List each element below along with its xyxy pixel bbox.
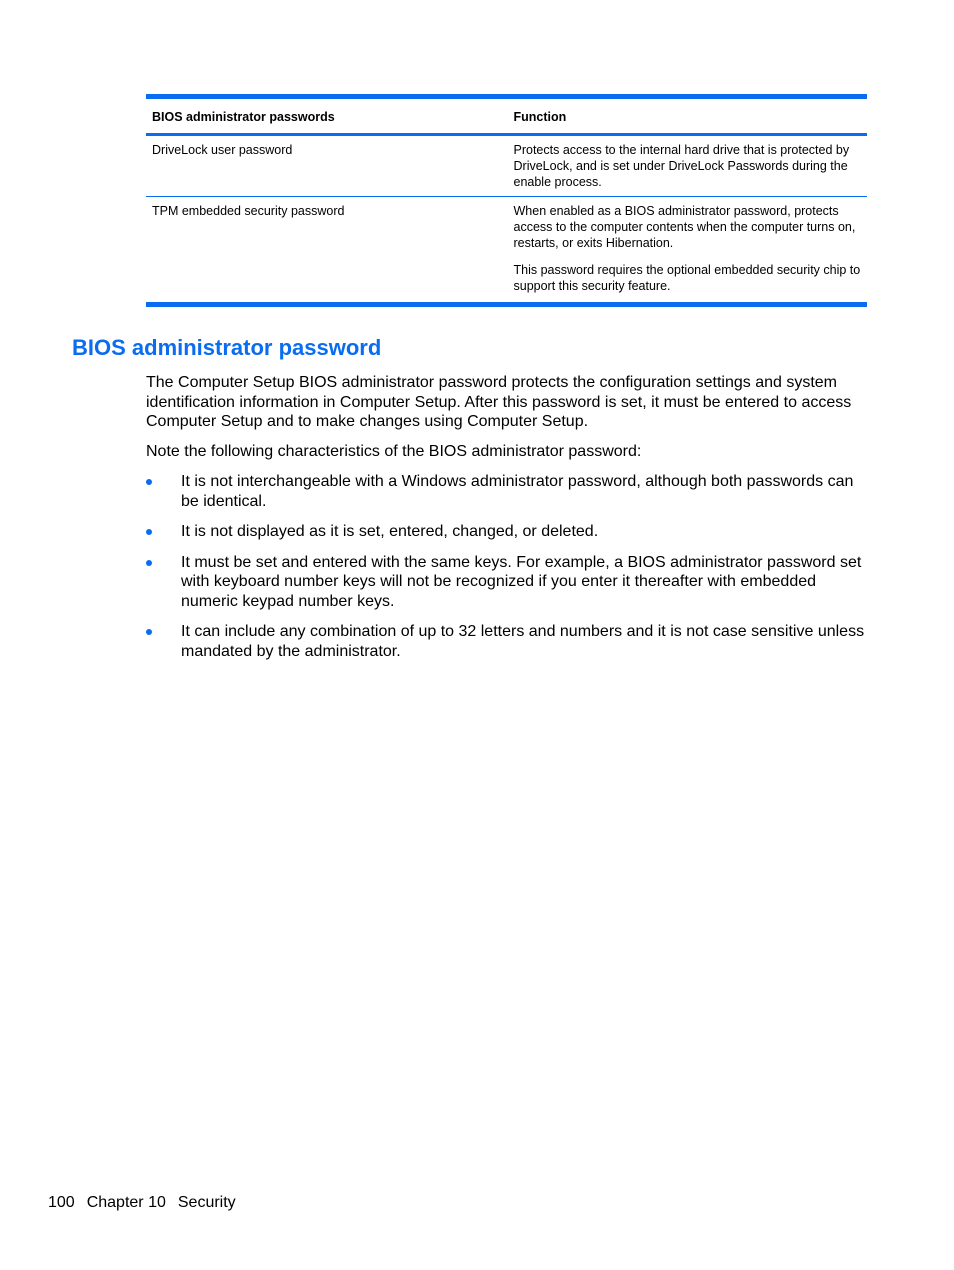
table-row [146,135,867,197]
bullet-dot-icon [146,560,152,566]
passwords-table [146,94,867,307]
list-item-text: It is not displayed as it is set, entered, changed, or deleted. [181,523,599,540]
password-name: DriveLock user password [152,143,293,157]
list-item [146,472,870,511]
list-item-text: It can include any combination of up to 32 letters and numbers and it is not case sensitive unless mandated by the administrator. [181,623,865,660]
list-item-text: It must be set and entered with the same keys. For example, a BIOS administrator password set with keyboard number keys will not be recognized if you enter it thereafter with embedded numeric keypad number keys. [181,553,862,610]
section-heading: BIOS administrator password [72,335,382,360]
page-number: 100 [48,1194,75,1211]
note-paragraph: Note the following characteristics of the BIOS administrator password: [146,443,642,460]
chapter-title: Security [177,1194,236,1211]
intro-paragraph: The Computer Setup BIOS administrator password protects the configuration settings and system identification information in Computer Setup. After this password is set, it must be entered to access Computer Setup and to make changes using Computer Setup. [146,374,852,430]
column-header-password: BIOS administrator passwords [146,99,507,135]
password-name-cell [146,197,507,305]
table-row [146,197,867,305]
password-function-cell [507,135,867,197]
password-name-cell [146,135,507,197]
list-item [146,622,870,661]
bullet-dot-icon [146,479,152,485]
bullet-dot-icon [146,629,152,635]
password-function-cell [507,197,867,305]
column-header-function: Function [507,99,867,135]
password-function-text: When enabled as a BIOS administrator password, protects access to the computer contents when the computer turns on, restarts, or exits Hibernation. [513,204,856,250]
table-header-row [146,99,867,135]
list-item [146,553,870,612]
list-item [146,522,870,542]
password-name: TPM embedded security password [152,204,345,218]
characteristics-list [146,472,870,672]
bullet-dot-icon [146,529,152,535]
password-function-text: This password requires the optional embedded security chip to support this security feature. [513,263,861,293]
list-item-text: It is not interchangeable with a Windows administrator password, although both passwords can be identical. [181,473,854,510]
page-footer [48,1193,236,1212]
password-function-text: Protects access to the internal hard drive that is protected by DriveLock, and is set under DriveLock Passwords during the enable process. [513,143,850,189]
chapter-label: Chapter 10 [86,1194,166,1211]
